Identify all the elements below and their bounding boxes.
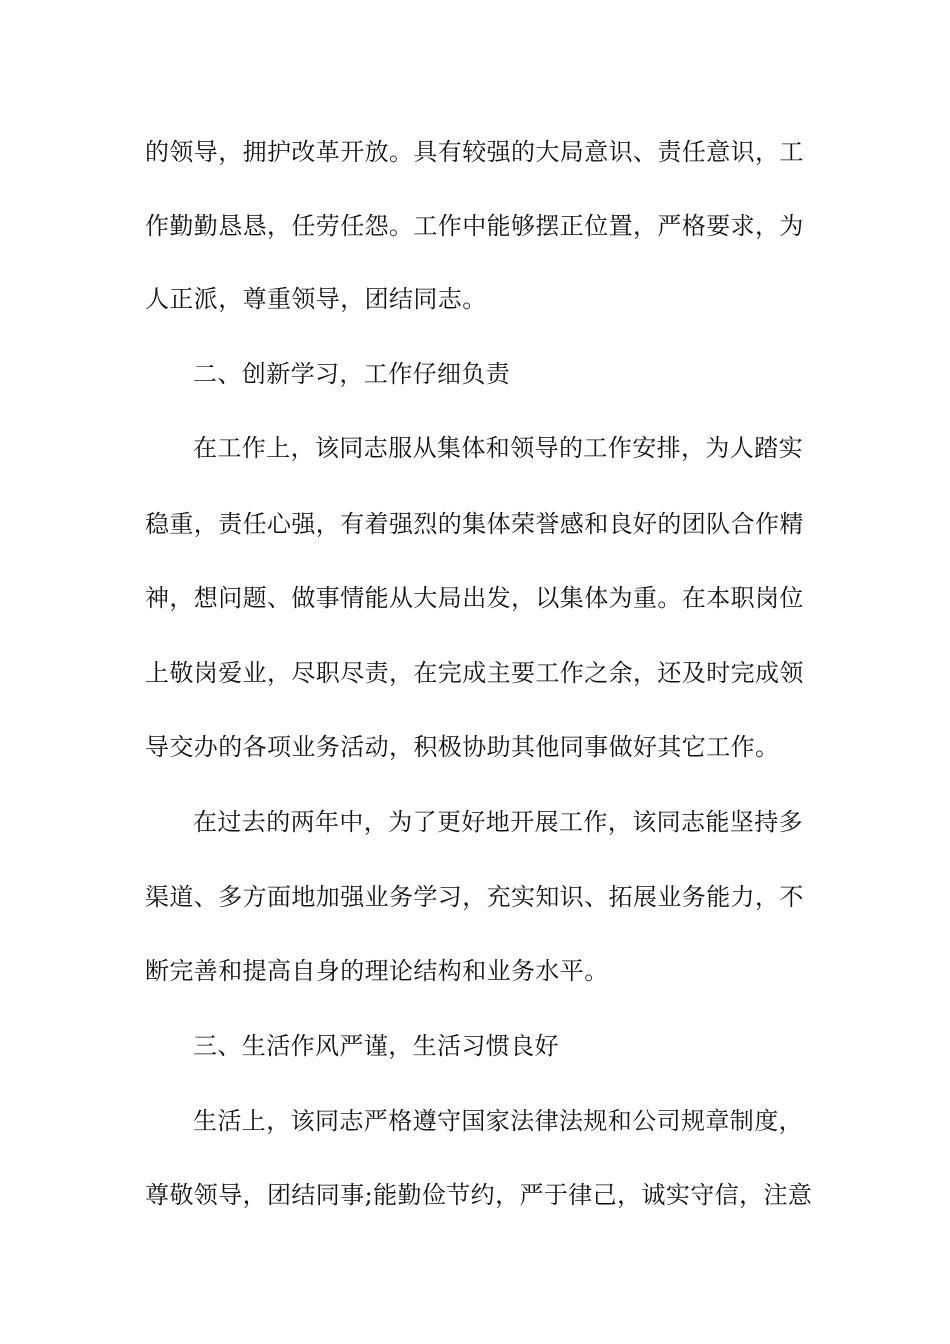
paragraph-line: 在过去的两年中，为了更好地开展工作，该同志能坚持多	[193, 808, 803, 836]
paragraph-line: 的领导，拥护改革开放。具有较强的大局意识、责任意识，工	[145, 138, 804, 166]
paragraph-line: 在工作上，该同志服从集体和领导的工作安排，为人踏实	[193, 434, 803, 462]
section-heading: 三、生活作风严谨，生活习惯良好	[193, 1032, 559, 1060]
paragraph-line: 断完善和提高自身的理论结构和业务水平。	[145, 957, 609, 985]
paragraph-line: 人正派，尊重领导，团结同志。	[145, 285, 487, 313]
paragraph-line: 稳重，责任心强，有着强烈的集体荣誉感和良好的团队合作精	[145, 510, 804, 538]
paragraph-line: 神，想问题、做事情能从大局出发，以集体为重。在本职岗位	[145, 584, 804, 612]
paragraph-line: 渠道、多方面地加强业务学习，充实知识、拓展业务能力，不	[145, 883, 804, 911]
paragraph-line: 尊敬领导，团结同事;能勤俭节约，严于律己，诚实守信，注意	[145, 1181, 813, 1209]
paragraph-line: 作勤勤恳恳，任劳任怨。工作中能够摆正位置，严格要求，为	[145, 212, 804, 240]
paragraph-line: 上敬岗爱业，尽职尽责，在完成主要工作之余，还及时完成领	[145, 659, 804, 687]
paragraph-line: 导交办的各项业务活动，积极协助其他同事做好其它工作。	[145, 733, 780, 761]
paragraph-line: 生活上，该同志严格遵守国家法律法规和公司规章制度，	[193, 1107, 803, 1135]
section-heading: 二、创新学习，工作仔细负责	[193, 360, 511, 388]
